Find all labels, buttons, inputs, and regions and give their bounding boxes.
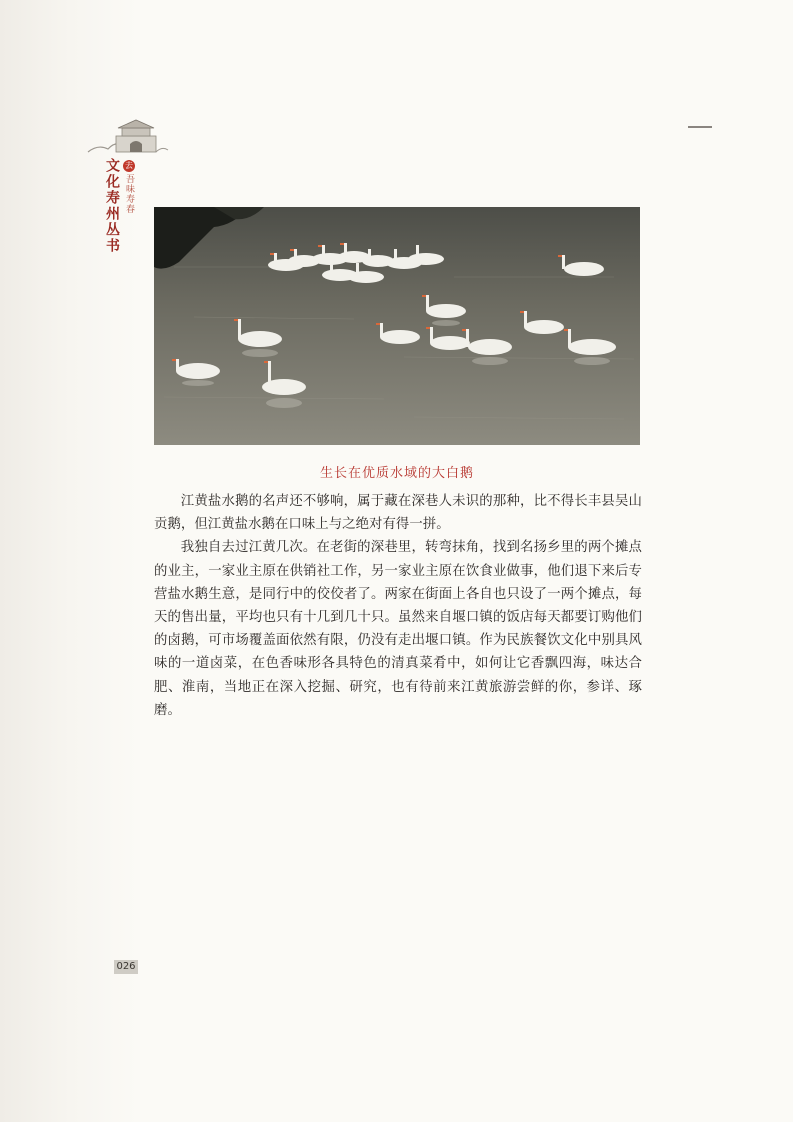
city-gate-emblem — [86, 116, 170, 156]
series-logo-badge: 去 — [125, 161, 133, 170]
photo-caption: 生长在优质水域的大白鹅 — [319, 466, 474, 481]
article-body — [154, 490, 642, 722]
paragraph: 江黄盐水鹅的名声还不够响，属于藏在深巷人未识的那种，比不得长丰县吴山贡鹅，但江黄盐水鹅在口味上与之绝对有得一拼。 — [154, 494, 642, 533]
series-title: 文化寿州丛书 — [104, 158, 120, 254]
page-number: 026 — [114, 960, 138, 974]
paragraph: 我独自去过江黄几次。在老街的深巷里，转弯抹角，找到名扬乡里的两个摊点的业主，一家业主原在供销社工作，另一家业主原在饮食业做事，他们退下来后专营盐水鹅生意，是同行中的佼佼者了。两家在街面上各自也只设了一两个摊点，每天的售出量，平均也只有十几到几十只。虽然来自堰口镇的饭店每天都要订购他们的卤鹅，可市场覆盖面依然有限，仍没有走出堰口镇。作为民族餐饮文化中别具风味的一道卤菜，在色香味形各具特色的清真菜肴中，如何让它香飘四海，味达合肥、淮南，当地正在深入挖掘、研究，也有待前来江黄旅游尝鲜的你，参详、琢磨。 — [154, 540, 642, 718]
corner-mark — [688, 126, 712, 128]
geese-photo — [154, 207, 640, 445]
series-subtitle: 吾味寿春 — [124, 174, 134, 214]
